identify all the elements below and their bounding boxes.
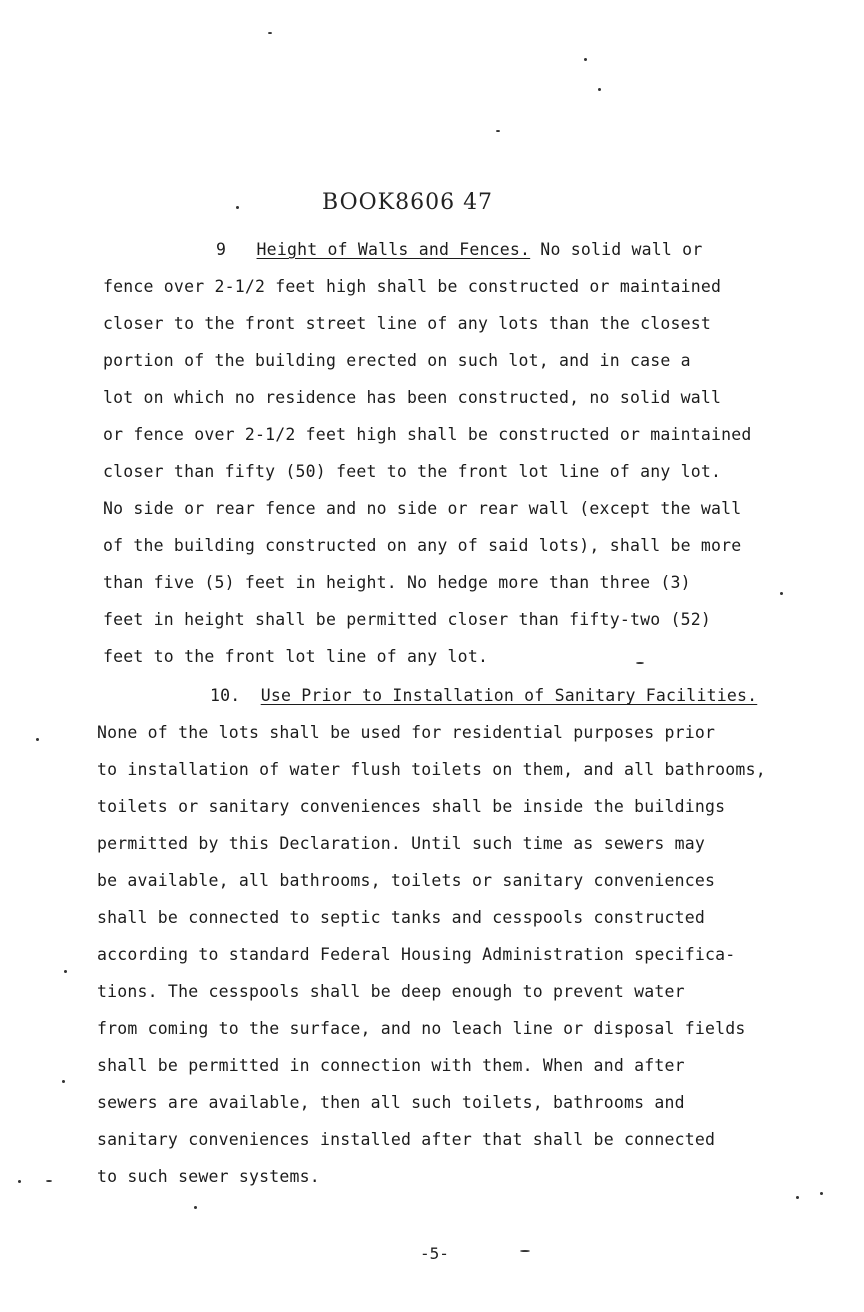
section-10-line-4: be available, all bathrooms, toilets or sanitary conveniences	[97, 871, 716, 890]
scan-speck	[62, 1080, 65, 1083]
scan-speck	[194, 1206, 197, 1209]
section-10-line-10: sewers are available, then all such toilets, bathrooms and	[97, 1093, 685, 1112]
section-9-line-4: lot on which no residence has been constructed, no solid wall	[103, 388, 722, 407]
section-9-line-8: of the building constructed on any of said lots), shall be more	[103, 536, 742, 555]
section-9-line-9: than five (5) feet in height. No hedge more than three (3)	[103, 573, 691, 592]
section-9-line-6: closer than fifty (50) feet to the front lot line of any lot.	[103, 462, 722, 481]
section-10-line-6: according to standard Federal Housing Administration specifica-	[97, 945, 736, 964]
scan-speck	[236, 206, 239, 209]
scan-speck	[268, 32, 272, 34]
scan-speck	[780, 592, 783, 595]
page-number: -5-	[420, 1244, 449, 1263]
scan-speck	[820, 1192, 823, 1195]
section-10-line-3: permitted by this Declaration. Until such time as sewers may	[97, 834, 706, 853]
scan-speck	[64, 970, 67, 973]
section-10-line-11: sanitary conveniences installed after that shall be connected	[97, 1130, 716, 1149]
section-10-line-12: to such sewer systems.	[97, 1167, 320, 1186]
section-10-line-9: shall be permitted in connection with them. When and after	[97, 1056, 685, 1075]
section-9-line-7: No side or rear fence and no side or rear wall (except the wall	[103, 499, 742, 518]
section-9-line-2: closer to the front street line of any lots than the closest	[103, 314, 712, 333]
scan-speck	[584, 58, 587, 61]
section-10-line-1: to installation of water flush toilets on them, and all bathrooms,	[97, 760, 766, 779]
scan-speck	[46, 1180, 52, 1182]
scan-speck	[18, 1180, 21, 1183]
section-10-number: 10.	[210, 686, 241, 705]
scan-speck	[496, 130, 500, 132]
section-9-heading: Height of Walls and Fences.	[256, 240, 531, 259]
section-10-heading: Use Prior to Installation of Sanitary Facilities.	[260, 686, 758, 705]
section-9-line-5: or fence over 2-1/2 feet high shall be constructed or maintained	[103, 425, 752, 444]
scan-speck	[36, 738, 39, 741]
scan-speck	[598, 88, 601, 91]
section-10-line-5: shall be connected to septic tanks and cesspools constructed	[97, 908, 706, 927]
section-10-line-2: toilets or sanitary conveniences shall be inside the buildings	[97, 797, 726, 816]
section-10-line-0: None of the lots shall be used for residential purposes prior	[97, 723, 716, 742]
scan-speck	[520, 1250, 530, 1252]
section-10-line-7: tions. The cesspools shall be deep enough to prevent water	[97, 982, 685, 1001]
section-10-heading-line	[210, 686, 757, 705]
section-9-line-11: feet to the front lot line of any lot.	[103, 647, 489, 666]
book-page-reference: BOOK8606 47	[322, 190, 494, 215]
scan-speck	[796, 1196, 799, 1199]
section-9-line-10: feet in height shall be permitted closer than fifty-two (52)	[103, 610, 712, 629]
section-9-line-1: fence over 2-1/2 feet high shall be constructed or maintained	[103, 277, 722, 296]
scan-speck	[636, 662, 644, 664]
section-9-line-0: No solid wall or	[530, 240, 703, 259]
section-10-line-8: from coming to the surface, and no leach line or disposal fields	[97, 1019, 746, 1038]
section-9-number: 9	[216, 240, 227, 259]
section-9-line-3: portion of the building erected on such lot, and in case a	[103, 351, 691, 370]
section-9-first-line	[216, 240, 702, 259]
